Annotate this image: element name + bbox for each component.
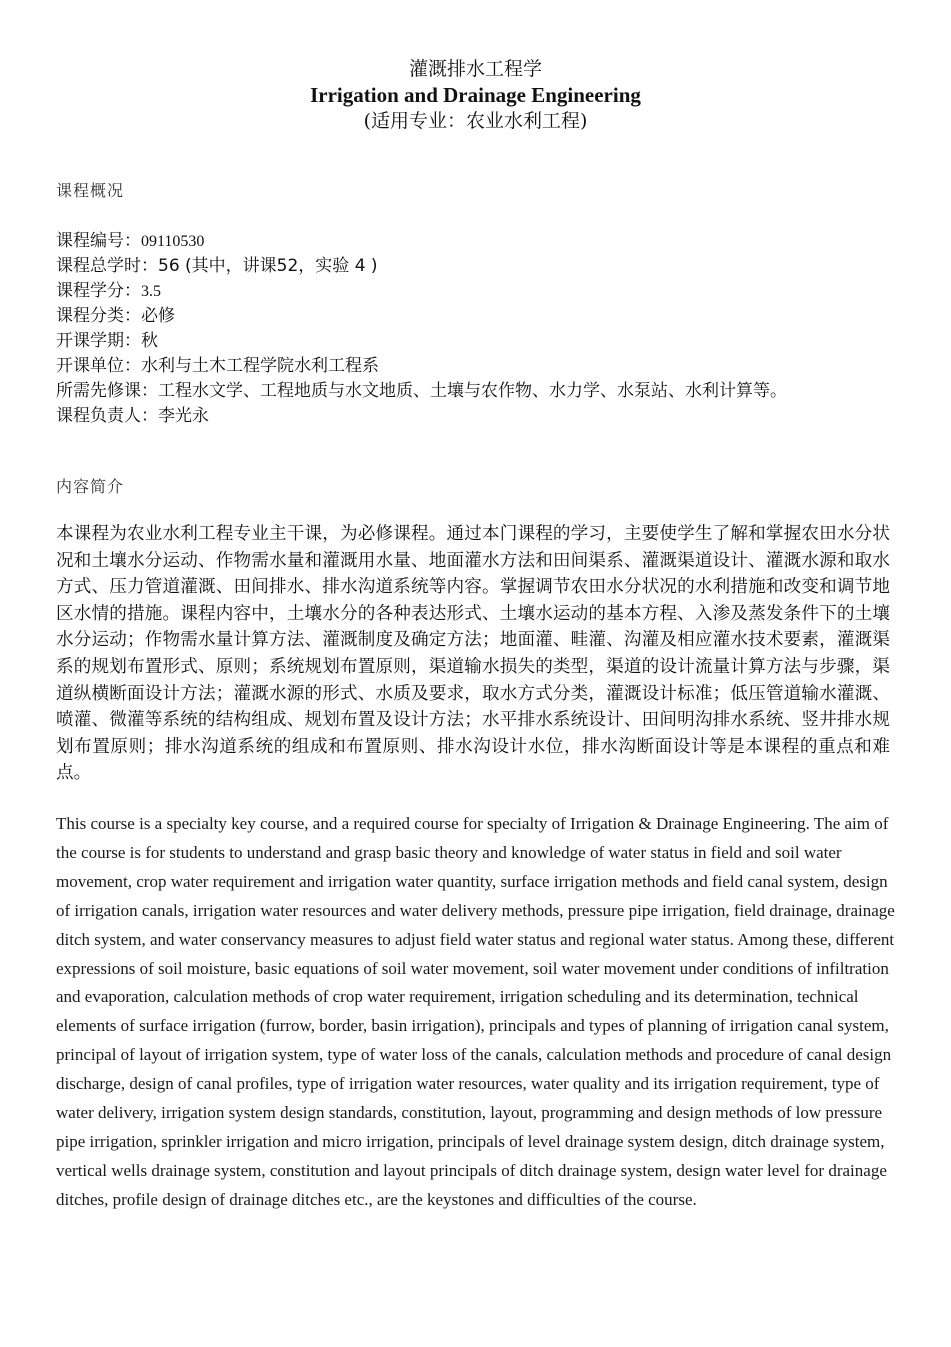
course-overview-list [56, 229, 916, 429]
course-code-row [56, 229, 916, 254]
semester-value: 秋 [141, 331, 158, 351]
department-value: 水利与土木工程学院水利工程系 [141, 356, 379, 376]
course-title-chinese: 灌溉排水工程学 [408, 58, 542, 80]
course-code-label: 课程编号： [56, 231, 141, 251]
course-category-label: 课程分类： [56, 306, 141, 326]
prerequisites-row [56, 379, 916, 404]
document-header [0, 56, 951, 134]
prerequisites-value: 工程水文学、工程地质与水文地质、土壤与农作物、水力学、水泵站、水利计算等。 [158, 381, 787, 401]
credits-label: 课程学分： [56, 281, 141, 301]
course-title-english: Irrigation and Drainage Engineering [310, 83, 641, 107]
instructor-row [56, 404, 916, 429]
instructor-value: 李光永 [158, 406, 209, 426]
instructor-label: 课程负责人： [56, 406, 158, 426]
semester-row [56, 329, 916, 354]
prerequisites-label: 所需先修课： [56, 381, 158, 401]
total-hours-value: 56 (其中，讲课52，实验 4 ) [158, 256, 378, 276]
intro-heading: 内容简介 [56, 477, 125, 496]
course-code-value: 09110530 [141, 233, 205, 250]
course-category-value: 必修 [141, 306, 175, 326]
total-hours-row [56, 254, 916, 279]
credits-value: 3.5 [141, 283, 161, 300]
credits-row [56, 279, 916, 304]
department-label: 开课单位： [56, 356, 141, 376]
department-row [56, 354, 916, 379]
overview-heading: 课程概况 [56, 181, 125, 200]
intro-english-paragraph: This course is a specialty key course, and a required course for specialty of Irrigation & Drainage Engineering. The aim of the course is for students to understand and grasp basic theory and knowledge of water status in field and soil water movement, crop water requirement and irrigation water quantity, surface irrigation methods and field canal system, design of irrigation canals, irrigation water resources and water delivery methods, pressure pipe irrigation, field drainage, drainage ditch system, and water conservancy measures to adjust field water status and regional water status. Among these, different expressions of soil moisture, basic equations of soil water movement, soil water movement under conditions of infiltration and evaporation, calculation methods of crop water requirement, irrigation scheduling and its determination, technical elements of surface irrigation (furrow, border, basin irrigation), principals and types of planning of irrigation canal system, principal of layout of irrigation system, type of water loss of the canals, calculation methods and procedure of canal design discharge, design of canal profiles, type of irrigation water resources, water quality and its irrigation requirement, type of water delivery, irrigation system design standards, constitution, layout, programming and design methods of low pressure pipe irrigation, sprinkler irrigation and micro irrigation, principals of level drainage system design, ditch drainage system, vertical wells drainage system, constitution and layout principals of ditch drainage system, design water level for drainage ditches, profile design of drainage ditches etc., are the keystones and difficulties of the course. [56, 814, 895, 1209]
applicable-major: (适用专业：农业水利工程) [363, 110, 588, 132]
course-category-row [56, 304, 916, 329]
semester-label: 开课学期： [56, 331, 141, 351]
total-hours-label: 课程总学时： [56, 256, 158, 276]
intro-chinese-paragraph: 本课程为农业水利工程专业主干课，为必修课程。通过本门课程的学习，主要使学生了解和掌握农田水分状况和土壤水分运动、作物需水量和灌溉用水量、地面灌水方法和田间渠系、灌溉渠道设计、灌溉水源和取水方式、压力管道灌溉、田间排水、排水沟道系统等内容。掌握调节农田水分状况的水利措施和改变和调节地区水情的措施。课程内容中，土壤水分的各种表达形式、土壤水运动的基本方程、入渗及蒸发条件下的土壤水分运动；作物需水量计算方法、灌溉制度及确定方法；地面灌、畦灌、沟灌及相应灌水技术要素，灌溉渠系的规划布置形式、原则；系统规划布置原则，渠道输水损失的类型，渠道的设计流量计算方法与步骤，渠道纵横断面设计方法；灌溉水源的形式、水质及要求，取水方式分类，灌溉设计标准；低压管道输水灌溉、喷灌、微灌等系统的结构组成、规划布置及设计方法；水平排水系统设计、田间明沟排水系统、竖井排水规划布置原则；排水沟道系统的组成和布置原则、排水沟设计水位，排水沟断面设计等是本课程的重点和难点。 [56, 524, 890, 784]
